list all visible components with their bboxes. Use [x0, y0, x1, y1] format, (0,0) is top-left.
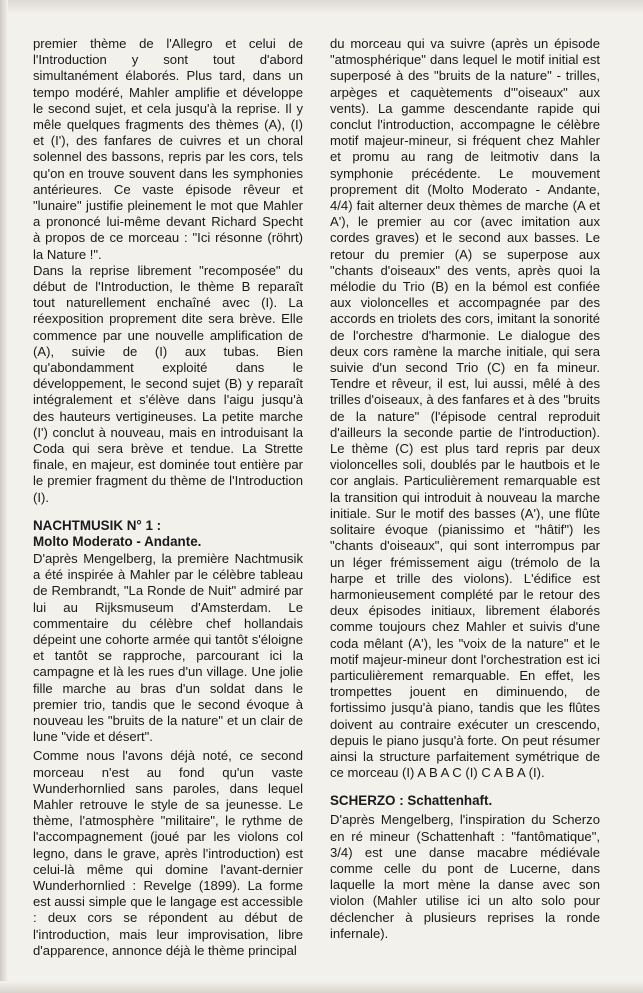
section-heading-nachtmusik: NACHTMUSIK N° 1 :: [33, 517, 162, 533]
page-edge-left: [0, 0, 8, 993]
page-edge-bottom: [0, 981, 643, 993]
paragraph: Dans la reprise librement "recomposée" du début de l'Introduction, le thème B reparaît tout naturellement enchaîné avec (I). La réexposition proprement dite sera brève. Elle commence par une nouvelle amplification de (A), suivie de (I) aux tubas. Bien qu'abondamment exploité dans le développement, le second sujet (B) y reparaît intégralement et s'élève dans l'aigu jusqu'à des hauteurs vertigineuses. La petite marche (I') conclut à nouveau, mais en introduisant la Coda qui sera brève et tendue. La Strette finale, en majeur, est dominée tout entière par le premier fragment du thème de l'Introduction (I).: [33, 262, 303, 505]
right-column: [330, 36, 600, 942]
page-edge-top: [0, 0, 643, 14]
left-column: [33, 36, 303, 959]
paragraph: premier thème de l'Allegro et celui de l'Introduction y sont tout d'abord simultanément élaborés. Plus tard, dans un tempo modéré, Mahler amplifie et développe le second sujet, et cela jusqu'à la reprise. Il y mêle quelques fragments des thèmes (A), (I) et (I'), des fanfares de cuivres et un choral solennel des bassons, repris par les cors, tels qu'on en trouve souvent dans les symphonies antérieures. Ce vaste épisode rêveur et "lunaire" justifie pleinement le mot que Mahler a prononcé lui-même devant Richard Specht à propos de ce morceau : "Ici résonne (röhrt) la Nature !".: [33, 36, 303, 262]
paragraph: D'après Mengelberg, l'inspiration du Scherzo en ré mineur (Schattenhaft : "fantômatique", 3/4) est une danse macabre médiévale comme celle du pont de Lucerne, dans laquelle la mort mène la danse avec son violon (Mahler utilise ici un alto solo pour déclencher à plusieurs reprises la ronde infernale).: [330, 812, 600, 941]
paragraph: Comme nous l'avons déjà noté, ce second morceau n'est au fond qu'un vaste Wunderhornlied sans paroles, dans lequel Mahler retrouve le style de sa jeunesse. Le thème, l'atmosphère "militaire", le rythme de l'accompagnement (joué par les violons col legno, dans le grave, après l'introduction) est celui-là même qui domine l'avant-dernier Wunderhornlied : Revelge (1899). La forme est aussi simple que le langage est accessible : deux cors se répondent au début de l'introduction, mais leur improvisation, libre d'apparence, annonce déjà le thème principal: [33, 748, 303, 958]
paragraph: D'après Mengelberg, la première Nachtmusik a été inspirée à Mahler par le célèbre tableau de Rembrandt, "La Ronde de Nuit" admiré par lui au Rijksmuseum d'Amsterdam. Le commentaire du célèbre chef hollandais dépeint une cohorte armée qui tantôt s'éloigne et tantôt se rapproche, parcourant ici la campagne et là les rues d'un village. Une jolie fille marche au bras d'un soldat dans le premier trio, tandis que le second évoque à nouveau les "bruits de la nature" et un clair de lune "vide et désert".: [33, 550, 303, 745]
section-heading-scherzo: SCHERZO : Schattenhaft.: [330, 793, 493, 809]
section-subheading-tempo: Molto Moderato - Andante.: [33, 533, 202, 549]
paragraph: du morceau qui va suivre (après un épisode "atmosphérique" dans lequel le motif initial est superposé à des "bruits de la nature" - trilles, arpèges et caquètements d'"oiseaux" aux vents). La gamme descendante rapide qui conclut l'introduction, accompagne le célèbre motif majeur-mineur, si fréquent chez Mahler et promu au rang de leitmotiv dans la symphonie précédente. Le mouvement proprement dit (Molto Moderato - Andante, 4/4) fait alterner deux thèmes de marche (A et A'), le premier au cor (avec imitation aux cordes graves) et le second aux basses. Le retour du premier (A) se superpose aux "chants d'oiseaux" des vents, après quoi la mélodie du Trio (B) en la bémol est confiée aux violoncelles et accompagnée par des accords en triolets des cors, imitant la sonorité de l'orchestre d'harmonie. Le dialogue des deux cors ramène la marche initiale, qui sera suivie d'un second Trio (C) en fa mineur. Tendre et rêveur, il est, lui aussi, mêlé à des trilles d'oiseaux, à des fanfares et à des "bruits de la nature" (l'épisode central reproduit d'ailleurs la seconde partie de l'introduction). Le thème (C) est plus tard repris par deux violoncelles soli, doublés par le hautbois et le cor anglais. Particulièrement remarquable est la transition qui introduit à nouveau la marche initiale. Sur le motif des basses (A'), une flûte solitaire évoque (pianissimo et "hâtif") les "chants d'oiseaux", qui sont interrompus par un léger frémissement aigu (trémolo de la harpe et trille des violons). L'édifice est harmonieusement complété par le retour des deux épisodes initiaux, librement élaborés comme toujours chez Mahler et suivis d'une coda mêlant (A'), les "voix de la nature" et le motif majeur-mineur dont l'orchestration est ici particulièrement remarquable. En effet, les trompettes jouent en diminuendo, de fortissimo jusqu'à piano, tandis que les flûtes doivent au contraire exécuter un crescendo, depuis le piano jusqu'à forte. On peut résumer ainsi la structure parfaitement symétrique de ce morceau (I) A B A C (I) C A B A (I).: [330, 36, 600, 781]
